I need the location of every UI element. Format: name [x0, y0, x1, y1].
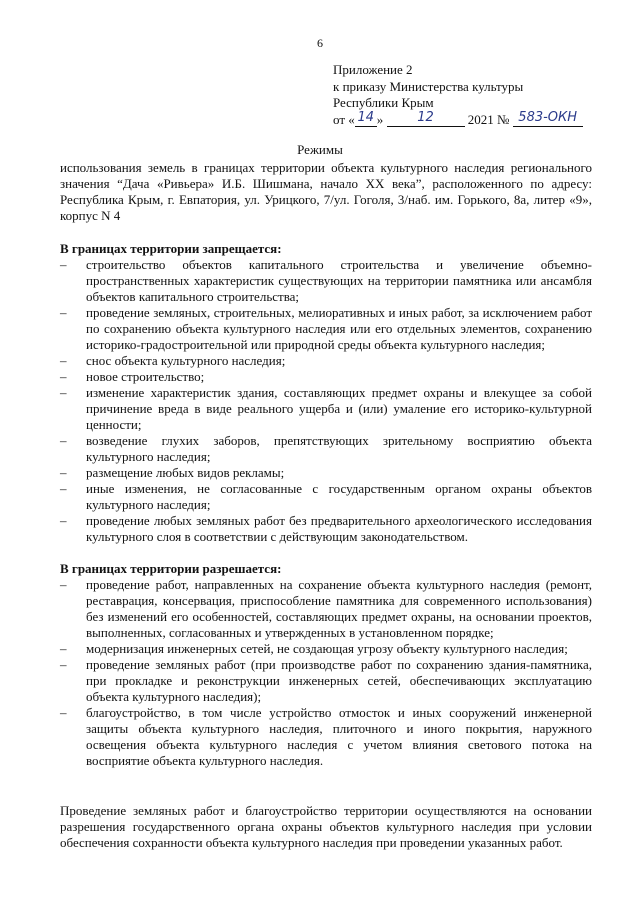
list-item-text: размещение любых видов рекламы; — [86, 465, 285, 480]
permitted-list — [60, 577, 592, 769]
document-title: Режимы — [297, 142, 343, 157]
list-item — [60, 513, 592, 545]
dash-marker: – — [60, 305, 67, 320]
list-item-text: модернизация инженерных сетей, не создающая угрозу объекту культурного наследия; — [86, 641, 568, 656]
list-item-text: проведение работ, направленных на сохранение объекта культурного наследия (ремонт, реставрация, консервация, приспособление памятника для современного использования) без изменений его особенностей, составляющих предмет охраны, на основании проектов, выполненных, согласованных и утвержденных в установленном порядке; — [86, 577, 592, 640]
dash-marker: – — [60, 705, 67, 720]
list-item-text: строительство объектов капитального строительства и увеличение объемно-пространственных характеристик существующих на территории памятника или ансамбля объектов капитального строительства; — [86, 257, 592, 304]
list-item-text: иные изменения, не согласованные с государственным органом охраны объектов культурного наследия; — [86, 481, 592, 512]
dash-marker: – — [60, 513, 67, 528]
order-number: 583-ОКН — [518, 109, 578, 125]
date-mid: » — [376, 111, 384, 127]
list-item — [60, 305, 592, 353]
page-number: 6 — [317, 36, 323, 50]
appendix-date-line — [333, 109, 583, 129]
list-item-text: новое строительство; — [86, 369, 205, 384]
list-item — [60, 257, 592, 305]
list-item-text: снос объекта культурного наследия; — [86, 353, 286, 368]
list-item — [60, 465, 592, 481]
permitted-heading: В границах территории разрешается: — [60, 561, 282, 576]
prohibited-heading: В границах территории запрещается: — [60, 241, 282, 256]
list-item — [60, 577, 592, 641]
dash-marker: – — [60, 257, 67, 272]
list-item — [60, 353, 592, 369]
dash-marker: – — [60, 385, 67, 400]
list-item — [60, 705, 592, 769]
dash-marker: – — [60, 641, 67, 656]
document-body — [60, 160, 592, 851]
list-item-text: проведение любых земляных работ без предварительного археологического исследования культурного слоя в соответствии с действующим законодательством. — [86, 513, 592, 544]
list-item — [60, 433, 592, 465]
dash-marker: – — [60, 577, 67, 592]
list-item-text: возведение глухих заборов, препятствующих зрительному восприятию объекта культурного наследия; — [86, 433, 592, 464]
date-day-field — [355, 109, 377, 127]
list-item — [60, 657, 592, 705]
list-item-text: проведение земляных работ (при производстве работ по сохранению здания-памятника, при прокладке и реконструкции инженерных сетей, обеспечивающих эксплуатацию объекта культурного наследия); — [86, 657, 592, 704]
dash-marker: – — [60, 481, 67, 496]
prohibited-list — [60, 257, 592, 545]
list-item-text: проведение земляных, строительных, мелиоративных и иных работ, за исключением работ по сохранению объекта культурного наследия или его отдельных элементов, сохранению историко-градостроительной или природной среды объекта культурного наследия; — [86, 305, 592, 352]
date-prefix: от « — [333, 111, 355, 127]
list-item — [60, 369, 592, 385]
list-item-text: благоустройство, в том числе устройство отмосток и иных сооружений инженерной защиты объекта культурного наследия, плиточного и иного покрытия, наружного освещения объекта культурного наследия с учетом влияния светового потока на восприятие объекта культурного наследия. — [86, 705, 592, 768]
date-year-number: 2021 № — [467, 111, 510, 127]
appendix-line-1: Приложение 2 — [333, 62, 413, 77]
list-item — [60, 641, 592, 657]
dash-marker: – — [60, 353, 67, 368]
list-item — [60, 385, 592, 433]
date-month: 12 — [417, 109, 434, 125]
appendix-block — [333, 62, 583, 128]
list-item-text: изменение характеристик здания, составляющих предмет охраны и влекущее за собой причинение вреда в виде реального ущерба и (или) умаление его историко-культурной ценности; — [86, 385, 592, 432]
dash-marker: – — [60, 369, 67, 384]
dash-marker: – — [60, 657, 67, 672]
closing-paragraph: Проведение земляных работ и благоустройство территории осуществляются на основании разрешения государственного органа охраны объектов культурного наследия при условии обеспечения сохранности объекта культурного наследия при проведении указанных работ. — [60, 803, 592, 850]
dash-marker: – — [60, 433, 67, 448]
appendix-line-2: к приказу Министерства культуры — [333, 78, 524, 94]
date-month-field — [387, 109, 465, 127]
appendix-line-3: Республики Крым — [333, 95, 434, 110]
list-item — [60, 481, 592, 513]
date-day: 14 — [357, 109, 375, 125]
order-number-field — [513, 109, 583, 127]
intro-paragraph: использования земель в границах территории объекта культурного наследия регионального значения “Дача «Ривьера» И.Б. Шишмана, начало XX века”, расположенного по адресу: Республика Крым, г. Евпатория, ул. Урицкого, 7/ул. Гоголя, 3/наб. им. Горького, 8а, литер «9», корпус N 4 — [60, 160, 592, 223]
dash-marker: – — [60, 465, 67, 480]
